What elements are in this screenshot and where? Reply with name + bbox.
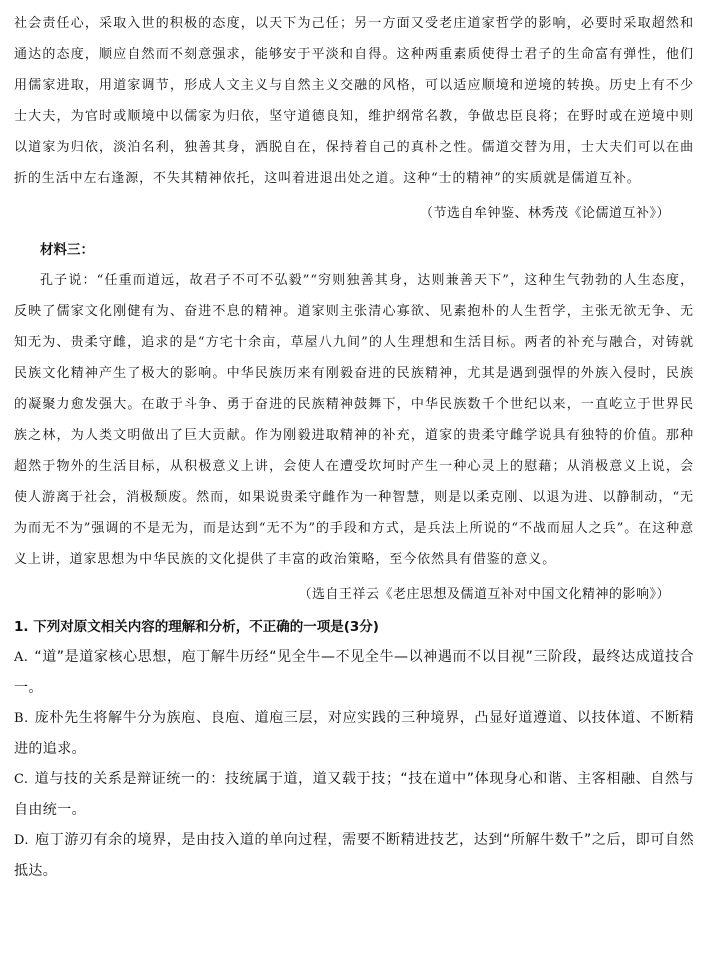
material-3-heading: 材料三： [40, 242, 94, 258]
option-c-letter: C. [14, 772, 29, 787]
option-d-text: 庖丁游刃有余的境界，是由技入道的单向过程，需要不断精进技艺，达到“所解牛数千”之后，即可自然抵达。 [14, 832, 694, 879]
option-c [14, 764, 694, 825]
option-a-text: “道”是道家核心思想，庖丁解牛历经“见全牛—不见全牛—以神遇而不以目视”三阶段，最终达成道技合一。 [14, 649, 694, 696]
option-b [14, 703, 694, 764]
document-page [14, 8, 694, 886]
passage-paragraph-continued: 社会责任心，采取入世的积极的态度，以天下为己任；另一方面又受老庄道家哲学的影响，必要时采取超然和通达的态度，顺应自然而不刻意强求，能够安于平淡和自得。这种两重素质使得士君子的生命富有弹性，他们用儒家进取，用道家调节，形成人文主义与自然主义交融的风格，可以适应顺境和逆境的转换。历史上有不少士大夫，为官时或顺境中以儒家为归依，坚守道德良知，维护纲常名教，争做忠臣良将；在野时或在逆境中则以道家为归依，淡泊名利，独善其身，洒脱自在，保持着自己的真朴之性。儒道交替为用，士大夫们可以在曲折的生活中左右逢源，不失其精神依托，这叫着进退出处之道。这种“士的精神”的实质就是儒道互补。 [14, 16, 694, 186]
option-c-text: 道与技的关系是辩证统一的：技统属于道，道又载于技；“技在道中”体现身心和谐、主客相融、自然与自由统一。 [14, 771, 694, 818]
question-1-stem: 1. 下列对原文相关内容的理解和分析，不正确的一项是(3分) [14, 619, 379, 635]
material-3-paragraph: 孔子说：“任重而道远，故君子不可不弘毅”“穷则独善其身，达则兼善天下”，这种生气勃勃的人生态度，反映了儒家文化刚健有为、奋进不息的精神。道家则主张清心寡欲、见素抱朴的人生哲学，主张无欲无争、无知无为、贵柔守雌，追求的是“方宅十余亩，草屋八九间”的人生理想和生活目标。两者的补充与融合，对铸就民族文化精神产生了极大的影响。中华民族历来有刚毅奋进的民族精神，尤其是遇到强悍的外族入侵时，民族的凝聚力愈发强大。在敢于斗争、勇于奋进的民族精神鼓舞下，中华民族数千个世纪以来，一直屹立于世界民族之林，为人类文明做出了巨大贡献。作为刚毅进取精神的补充，道家的贵柔守雌学说具有独特的价值。那种超然于物外的生活目标，从积极意义上讲，会使人在遭受坎坷时产生一种心灵上的慰藉；从消极意义上说，会使人游离于社会，消极颓废。然而，如果说贵柔守雌作为一种智慧，则是以柔克刚、以退为进、以静制动，“无为而无不为”强调的不是无为，而是达到“无不为”的手段和方式，是兵法上所说的“不战而屈人之兵”。在这种意义上讲，道家思想为中华民族的文化提供了丰富的政治策略，至今依然具有借鉴的意义。 [14, 273, 694, 567]
option-a-letter: A. [14, 650, 29, 665]
option-d-letter: D. [14, 833, 29, 848]
option-d [14, 825, 694, 886]
option-b-letter: B. [14, 711, 29, 726]
option-a [14, 642, 694, 703]
source-citation-material-3: （选自王祥云《老庄思想及儒道互补对中国文化精神的影响》） [298, 587, 670, 602]
source-citation-material-2: （节选自牟钟鉴、林秀茂《论儒道互补》） [419, 206, 670, 221]
option-b-text: 庞朴先生将解牛分为族庖、良庖、道庖三层，对应实践的三种境界，凸显好道遵道、以技体道、不断精进的追求。 [14, 710, 694, 757]
